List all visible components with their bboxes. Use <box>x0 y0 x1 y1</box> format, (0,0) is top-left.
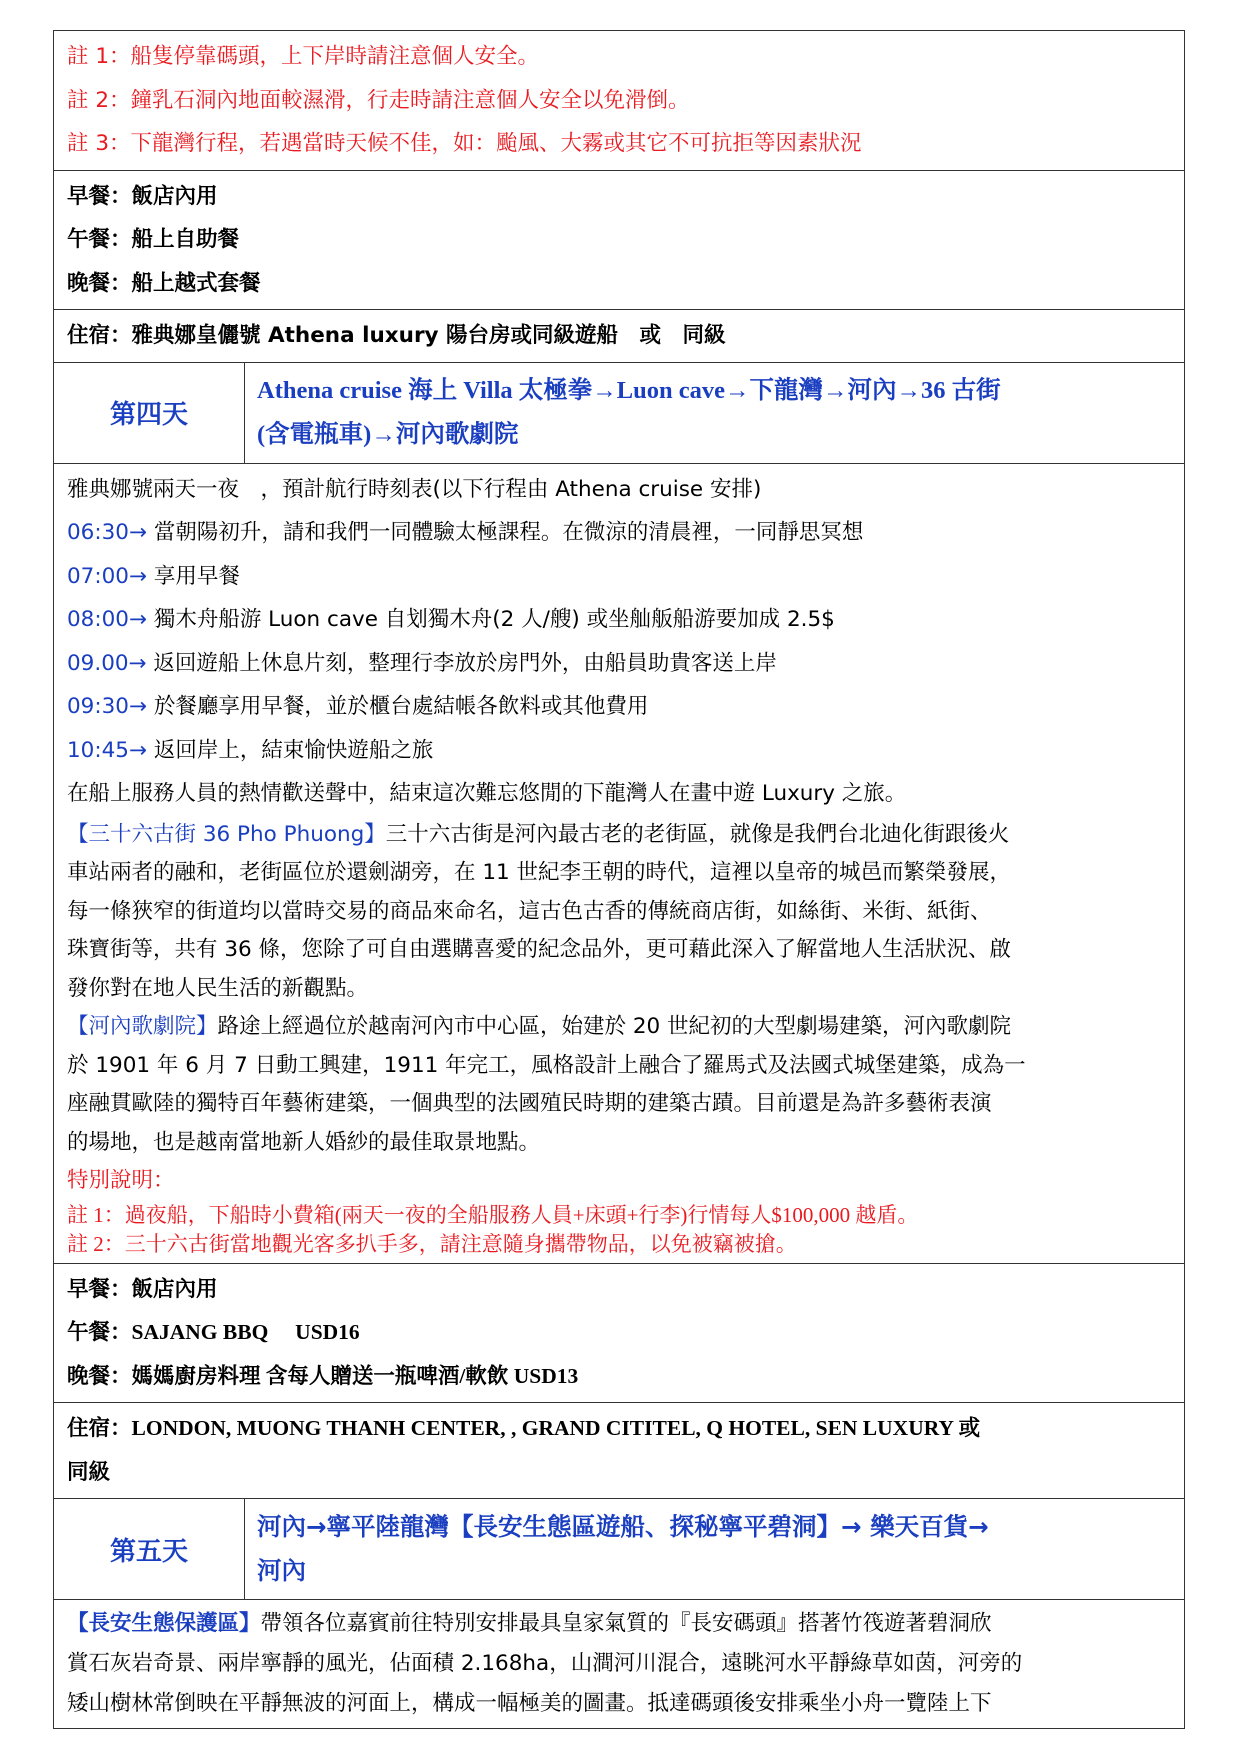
lunch-line: 午餐：船上自助餐 <box>67 227 240 252</box>
itinerary-document <box>53 30 1185 1729</box>
schedule-item <box>67 685 1171 729</box>
opera-title: 【河內歌劇院】 <box>67 1014 218 1039</box>
note-line: 註 3：下龍灣行程，若遇當時天候不佳，如：颱風、大霧或其它不可抗拒等因素狀況 <box>67 131 862 156</box>
lodging-line: 住宿：LONDON, MUONG THANH CENTER, , GRAND CITITEL, Q HOTEL, SEN LUXURY 或 <box>67 1416 981 1440</box>
day4-title <box>245 363 1184 463</box>
special-note: 註 2：三十六古街當地觀光客多扒手多，請注意隨身攜帶物品，以免被竊被搶。 <box>67 1231 797 1256</box>
lunch-line: 午餐：SAJANG BBQ USD16 <box>67 1320 360 1344</box>
paragraph-text: 三十六古街是河內最古老的老街區，就像是我們台北迪化街跟後火 <box>385 821 1010 847</box>
schedule-text: 當朝陽初升，請和我們一同體驗太極課程。在微涼的清晨裡，一同靜思冥想 <box>153 520 864 545</box>
opera-paragraph <box>67 1008 1171 1162</box>
dinner-line: 晚餐：媽媽廚房料理 含每人贈送一瓶啤酒/軟飲 USD13 <box>67 1363 579 1388</box>
schedule-item <box>67 555 1171 599</box>
breakfast-line: 早餐：飯店內用 <box>67 183 218 209</box>
paragraph-line: 的場地，也是越南當地新人婚紗的最佳取景地點。 <box>67 1129 541 1155</box>
schedule-text: 於餐廳享用早餐，並於櫃台處結帳各飲料或其他費用 <box>153 694 649 719</box>
paragraph-line <box>67 816 1171 855</box>
paragraph-line: 座融貫歐陸的獨特百年藝術建築，一個典型的法國殖民時期的建築古蹟。目前還是為許多藝術表演 <box>67 1091 992 1116</box>
day5-title <box>245 1499 1184 1599</box>
paragraph-line: 車站兩者的融和，老街區位於還劍湖旁，在 11 世紀李王朝的時代，這裡以皇帝的城邑而繁榮發展， <box>67 860 1012 885</box>
paragraph-text: 路途上經過位於越南河內市中心區，始建於 20 世紀初的大型劇場建築，河內歌劇院 <box>217 1014 1012 1039</box>
paragraph-line <box>67 1604 1171 1644</box>
schedule-time: 07:00→ <box>67 563 147 589</box>
day5-content <box>53 1600 1185 1729</box>
day5-header <box>53 1499 1185 1600</box>
day4-content <box>53 464 1185 1264</box>
paragraph-line: 於 1901 年 6 月 7 日動工興建，1911 年完工，風格設計上融合了羅馬式及法國式城堡建築，成為一 <box>67 1052 1026 1078</box>
special-notes <box>67 1162 1171 1259</box>
paragraph-text: 帶領各位嘉賓前往特別安排最具皇家氣質的『長安碼頭』搭著竹筏遊著碧洞欣 <box>260 1611 992 1636</box>
special-title: 特別說明： <box>67 1168 175 1193</box>
schedule-text: 享用早餐 <box>153 563 240 589</box>
old-quarter-paragraph <box>67 816 1171 1009</box>
eco-title: 【長安生態保護區】 <box>67 1611 261 1636</box>
paragraph-line: 矮山樹林常倒映在平靜無波的河面上，構成一幅極美的圖畫。抵達碼頭後安排乘坐小舟一覽陸上下 <box>67 1691 992 1716</box>
day5-label: 第五天 <box>54 1499 245 1599</box>
schedule-item <box>67 642 1171 686</box>
schedule-item <box>67 729 1171 773</box>
schedule-time: 10:45→ <box>67 737 147 763</box>
meals-day3-section <box>53 171 1185 311</box>
special-note: 註 1：過夜船，下船時小費箱(兩天一夜的全船服務人員+床頭+行李)行情每人$100,000 越盾。 <box>67 1202 919 1227</box>
lodging-line: 同級 <box>67 1459 111 1484</box>
note-line: 註 2：鐘乳石洞內地面較濕滑，行走時請注意個人安全以免滑倒。 <box>67 87 690 113</box>
lodging-line: 住宿：雅典娜皇儷號 Athena luxury 陽台房或同級遊船 或 同級 <box>67 323 726 348</box>
day5-title-line: 河內→寧平陸龍灣【長安生態區遊船、探秘寧平碧洞】→ 樂天百貨→ <box>257 1512 989 1541</box>
schedule-time: 09.00→ <box>67 650 147 676</box>
paragraph-line: 珠寶街等，共有 36 條，您除了可自由選購喜愛的紀念品外，更可藉此深入了解當地人生活狀況、啟 <box>67 937 1012 962</box>
breakfast-line: 早餐：飯店內用 <box>67 1276 218 1302</box>
day4-title-line: (含電瓶車)→河內歌劇院 <box>257 420 519 448</box>
schedule-text: 返回遊船上休息片刻，整理行李放於房門外，由船員助貴客送上岸 <box>153 650 777 676</box>
schedule-text: 獨木舟船游 Luon cave 自划獨木舟(2 人/艘) 或坐舢舨船游要加成 2.5$ <box>153 607 835 632</box>
schedule-time: 06:30→ <box>67 520 147 545</box>
paragraph-line: 賞石灰岩奇景、兩岸寧靜的風光，佔面積 2.168ha，山澗河川混合，遠眺河水平靜綠草如茵，河旁的 <box>67 1651 1023 1676</box>
note-line: 註 1：船隻停靠碼頭，上下岸時請注意個人安全。 <box>67 44 540 69</box>
day4-label: 第四天 <box>54 363 245 463</box>
lodging-day3-section <box>53 310 1185 363</box>
notes-top-section <box>53 30 1185 171</box>
paragraph-line: 發你對在地人民生活的新觀點。 <box>67 975 369 1001</box>
day4-title-line: Athena cruise 海上 Villa 太極拳→Luon cave→下龍灣→河內→36 古街 <box>257 376 1001 404</box>
day5-title-line: 河內 <box>257 1556 306 1585</box>
schedule-time: 09:30→ <box>67 694 147 719</box>
eco-paragraph <box>67 1604 1171 1724</box>
schedule-text: 返回岸上，結束愉快遊船之旅 <box>153 737 434 763</box>
old-quarter-title: 【三十六古街 36 Pho Phuong】 <box>67 821 386 847</box>
paragraph-line: 每一條狹窄的街道均以當時交易的商品來命名，這古色古香的傳統商店街，如絲街、米街、紙街、 <box>67 898 992 924</box>
cruise-intro: 雅典娜號兩天一夜 ，預計航行時刻表(以下行程由 Athena cruise 安排) <box>67 476 762 502</box>
schedule-item <box>67 511 1171 555</box>
day4-header <box>53 363 1185 464</box>
meals-day4-section <box>53 1264 1185 1404</box>
schedule-item <box>67 598 1171 642</box>
dinner-line: 晚餐：船上越式套餐 <box>67 270 261 296</box>
cruise-closing: 在船上服務人員的熱情歡送聲中，結束這次難忘悠閒的下龍灣人在畫中遊 Luxury 之旅。 <box>67 781 907 806</box>
paragraph-line <box>67 1008 1171 1047</box>
schedule-time: 08:00→ <box>67 607 147 632</box>
lodging-day4-section <box>53 1403 1185 1499</box>
